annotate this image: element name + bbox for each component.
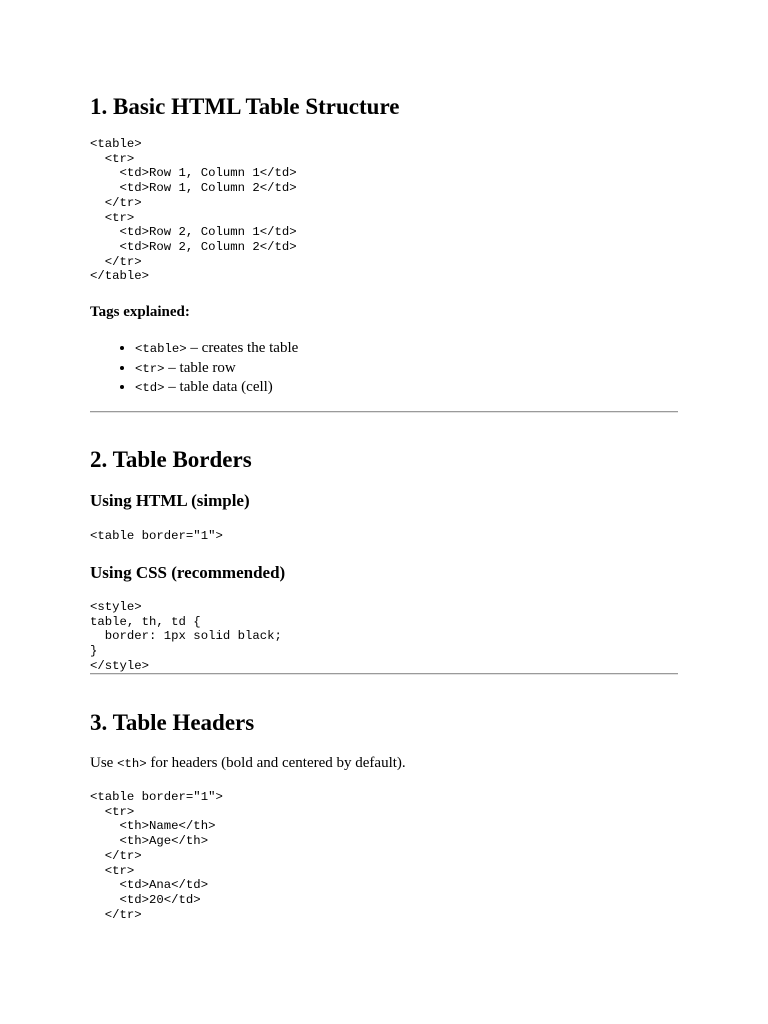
intro-text: for headers (bold and centered by default). bbox=[146, 755, 406, 771]
section-1-code-block: <table> <tr> <td>Row 1, Column 1</td> <td>Row 1, Column 2</td> </tr> <tr> <td>Row 2, Column 1</td> <td>Row 2, Column 2</td> </tr> </table> bbox=[90, 137, 297, 284]
section-divider bbox=[90, 411, 678, 413]
subheading-html-simple: Using HTML (simple) bbox=[90, 491, 250, 510]
subheading-css-recommended: Using CSS (recommended) bbox=[90, 563, 286, 582]
inline-code: <th> bbox=[117, 757, 147, 771]
inline-code: <table> bbox=[135, 342, 187, 356]
intro-text: Use bbox=[90, 755, 118, 771]
list-item bbox=[135, 339, 298, 359]
section-1-heading: 1. Basic HTML Table Structure bbox=[90, 94, 400, 119]
section-3-heading: 3. Table Headers bbox=[90, 710, 255, 735]
inline-code: <tr> bbox=[135, 361, 165, 376]
list-item-text: – table data (cell) bbox=[164, 379, 273, 395]
table-headers-code-block: <table border="1"> <tr> <th>Name</th> <th>Age</th> </tr> <tr> <td>Ana</td> <td>20</td> </tr> bbox=[90, 790, 223, 922]
list-item bbox=[135, 359, 298, 379]
inline-code: <td> bbox=[135, 381, 165, 395]
list-item-text: – creates the table bbox=[186, 340, 299, 356]
tags-explained-label: Tags explained: bbox=[90, 304, 190, 320]
tags-list bbox=[90, 339, 298, 398]
section-2-heading: 2. Table Borders bbox=[90, 447, 252, 472]
list-item-text: – table row bbox=[164, 359, 236, 376]
section-divider bbox=[90, 673, 678, 675]
list-item bbox=[135, 378, 298, 398]
table-headers-intro bbox=[90, 753, 406, 774]
html-border-code-block: <table border="1"> bbox=[90, 529, 223, 543]
css-border-code-block: <style> table, th, td { border: 1px solid black; } </style> bbox=[90, 600, 282, 673]
